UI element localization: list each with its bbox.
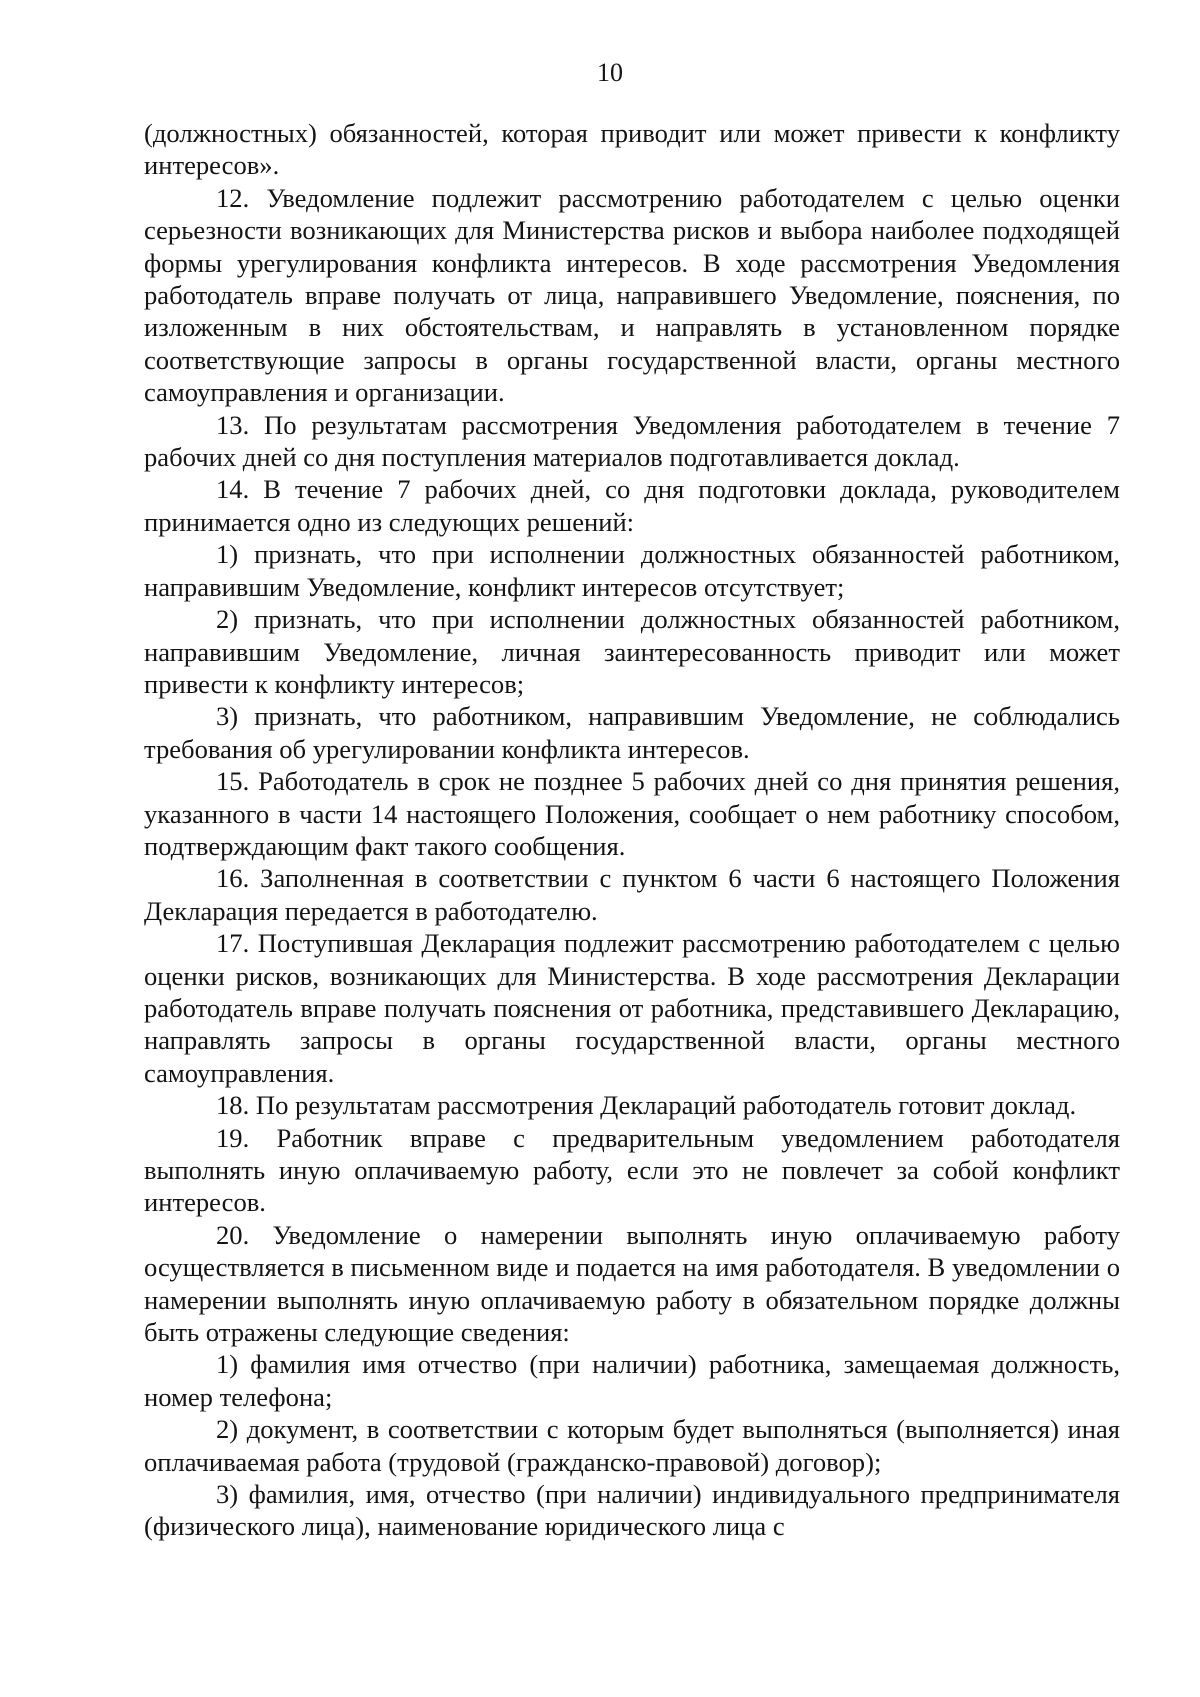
paragraph-14-item-3: 3) признать, что работником, направившим Уведомление, не соблюдались требования об урегулировании конфликта интересов.	[144, 701, 1120, 764]
paragraph-14: 14. В течение 7 рабочих дней, со дня подготовки доклада, руководителем принимается одно из следующих решений:	[144, 474, 1120, 537]
paragraph-20-item-1: 1) фамилия имя отчество (при наличии) работника, замещаемая должность, номер телефона;	[144, 1349, 1120, 1412]
paragraph-14-item-1: 1) признать, что при исполнении должностных обязанностей работником, направившим Уведомление, конфликт интересов отсутствует;	[144, 539, 1120, 602]
document-body	[144, 117, 1120, 1543]
paragraph-12: 12. Уведомление подлежит рассмотрению работодателем с целью оценки серьезности возникающих для Министерства рисков и выбора наиболее подходящей формы урегулирования конфликта интересов. В ходе рассмотрения Уведомления работодатель вправе получать от лица, направившего Уведомление, пояснения, по изложенным в них обстоятельствам, и направлять в установленном порядке соответствующие запросы в органы государственной власти, органы местного самоуправления и организации.	[144, 182, 1120, 408]
paragraph-14-item-2: 2) признать, что при исполнении должностных обязанностей работником, направившим Уведомление, личная заинтересованность приводит или может привести к конфликту интересов;	[144, 604, 1120, 699]
page-number: 10	[597, 58, 623, 87]
paragraph-20-item-2: 2) документ, в соответствии с которым будет выполняться (выполняется) иная оплачиваемая работа (трудовой (гражданско-правовой) договор);	[144, 1414, 1120, 1477]
paragraph-15: 15. Работодатель в срок не позднее 5 рабочих дней со дня принятия решения, указанного в части 14 настоящего Положения, сообщает о нем работнику способом, подтверждающим факт такого сообщения.	[144, 766, 1120, 861]
paragraph-20: 20. Уведомление о намерении выполнять иную оплачиваемую работу осуществляется в письменном виде и подается на имя работодателя. В уведомлении о намерении выполнять иную оплачиваемую работу в обязательном порядке должны быть отражены следующие сведения:	[144, 1219, 1120, 1348]
paragraph-13: 13. По результатам рассмотрения Уведомления работодателем в течение 7 рабочих дней со дня поступления материалов подготавливается доклад.	[144, 409, 1120, 473]
paragraph-16: 16. Заполненная в соответствии с пунктом 6 части 6 настоящего Положения Декларация передается в работодателю.	[144, 863, 1120, 926]
paragraph-continuation: (должностных) обязанностей, которая приводит или может привести к конфликту интересов».	[144, 118, 1120, 181]
paragraph-19: 19. Работник вправе с предварительным уведомлением работодателя выполнять иную оплачиваемую работу, если это не повлечет за собой конфликт интересов.	[144, 1122, 1120, 1218]
paragraph-18: 18. По результатам рассмотрения Деклараций работодатель готовит доклад.	[216, 1090, 1077, 1121]
paragraph-17: 17. Поступившая Декларация подлежит рассмотрению работодателем с целью оценки рисков, возникающих для Министерства. В ходе рассмотрения Декларации работодатель вправе получать пояснения от работника, представившего Декларацию, направлять запросы в органы государственной власти, органы местного самоуправления.	[144, 928, 1120, 1088]
paragraph-20-item-3: 3) фамилия, имя, отчество (при наличии) индивидуального предпринимателя (физического лица), наименование юридического лица с	[144, 1479, 1120, 1542]
